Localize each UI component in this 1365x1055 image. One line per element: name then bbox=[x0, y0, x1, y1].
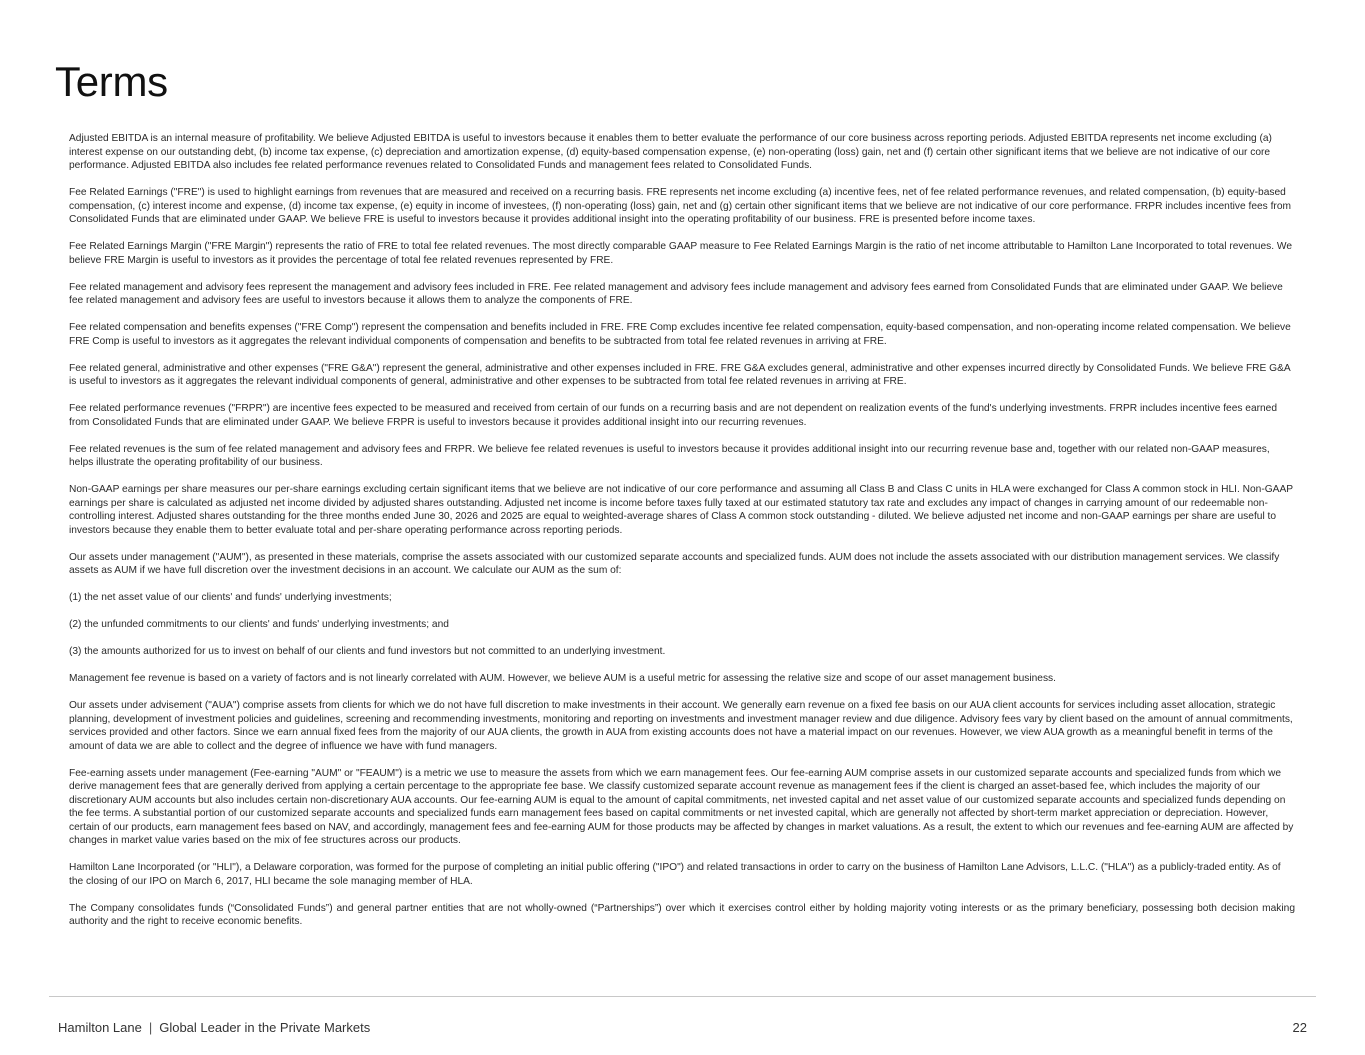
term-aum-item-2: (2) the unfunded commitments to our clients' and funds' underlying investments; and bbox=[69, 619, 449, 630]
terms-body bbox=[69, 132, 1295, 929]
term-fre-margin: Fee Related Earnings Margin ("FRE Margin") represents the ratio of FRE to total fee related revenues. The most directly comparable GAAP measure to Fee Related Earnings Margin is the ratio of net income attributable to Hamilton Lane Incorporated to total revenues. We believe FRE Margin is useful to investors as it provides the percentage of total fee related revenues represented by FRE. bbox=[69, 241, 1292, 266]
term-management-fee-revenue: Management fee revenue is based on a variety of factors and is not linearly correlated with AUM. However, we believe AUM is a useful metric for assessing the relative size and scope of our asset management business. bbox=[69, 673, 1056, 684]
footer-company: Hamilton Lane bbox=[58, 1020, 142, 1035]
term-fre-comp: Fee related compensation and benefits expenses ("FRE Comp") represent the compensation and benefits included in FRE. FRE Comp excludes incentive fee related compensation, equity-based compensation, and non-operating income related compensation. We believe FRE Comp is useful to investors as it aggregates the relevant individual components of compensation and benefits to be subtracted from total fee related revenues in arriving at FRE. bbox=[69, 322, 1291, 347]
term-adjusted-ebitda: Adjusted EBITDA is an internal measure of profitability. We believe Adjusted EBITDA is useful to investors because it enables them to better evaluate the performance of our core business across reporting periods. Adjusted EBITDA represents net income excluding (a) interest expense on our outstanding debt, (b) income tax expense, (c) depreciation and amortization expense, (d) equity-based compensation expense, (e) non-operating (loss) gain, net and (f) certain other significant items that we believe are not indicative of our core performance. Adjusted EBITDA also includes fee related performance revenues related to Consolidated Funds and management fees related to Consolidated Funds. bbox=[69, 133, 1272, 171]
term-consolidated-funds: The Company consolidates funds (“Consolidated Funds”) and general partner entities that are not wholly-owned (“Partnerships”) over which it exercises control either by holding majority voting interests or as the primary beneficiary, possessing both decision making authority and the right to receive economic benefits. bbox=[69, 902, 1295, 927]
term-fee-related-revenues: Fee related revenues is the sum of fee related management and advisory fees and FRPR. We believe fee related revenues is useful to investors because it provides additional insight into our recurring revenue base and, together with our related non-GAAP measures, helps illustrate the operating profitability of our business. bbox=[69, 443, 1270, 468]
term-aum-item-1: (1) the net asset value of our clients' and funds' underlying investments; bbox=[69, 592, 392, 603]
footer-brand bbox=[58, 1020, 370, 1036]
footer-separator: | bbox=[148, 1020, 153, 1035]
term-feaum: Fee-earning assets under management (Fee-earning "AUM" or "FEAUM") is a metric we use to measure the assets from which we earn management fees. Our fee-earning AUM comprise assets in our customized separate accounts and specialized funds from which we derive management fees that are generally derived from applying a certain percentage to the appropriate fee base. We classify customized separate account revenue as management fees if the client is charged an asset-based fee, which includes the majority of our discretionary AUM accounts but also includes certain non-discretionary AUA accounts. Our fee-earning AUM is equal to the amount of capital commitments, net invested capital and net asset value of our customized separate accounts and specialized funds depending on the fee terms. A substantial portion of our customized separate accounts and specialized funds earn management fees based on capital commitments or net invested capital, which are generally not affected by short-term market appreciation or depreciation. However, certain of our products, earn management fees based on NAV, and accordingly, management fees and fee-earning AUM for those products may be affected by changes in market valuations. As a result, the extent to which our revenues and fee-earning AUM are affected by changes in market value varies based on the mix of fee structures across our products. bbox=[69, 767, 1294, 846]
page-number: 22 bbox=[1292, 1020, 1307, 1035]
term-aum-item-3: (3) the amounts authorized for us to invest on behalf of our clients and fund investors but not committed to an underlying investment. bbox=[69, 646, 666, 657]
term-hli: Hamilton Lane Incorporated (or "HLI"), a Delaware corporation, was formed for the purpose of completing an initial public offering ("IPO") and related transactions in order to carry on the business of Hamilton Lane Advisors, L.L.C. ("HLA") as a publicly-traded entity. As of the closing of our IPO on March 6, 2017, HLI became the sole managing member of HLA. bbox=[69, 862, 1281, 887]
term-fre-ga: Fee related general, administrative and other expenses ("FRE G&A") represent the general, administrative and other expenses included in FRE. FRE G&A excludes general, administrative and other expenses incurred directly by Consolidated Funds. We believe FRE G&A is useful to investors as it aggregates the relevant individual components of general, administrative and other expenses to be subtracted from total fee related revenues in arriving at FRE. bbox=[69, 362, 1291, 387]
term-frpr: Fee related performance revenues ("FRPR") are incentive fees expected to be measured and received from certain of our funds on a recurring basis and are not dependent on realization events of the fund's underlying investments. FRPR includes incentive fees earned from Consolidated Funds that are eliminated under GAAP. We believe FRPR is useful to investors because it provides additional insight into our recurring revenues. bbox=[69, 403, 1278, 428]
page-title: Terms bbox=[55, 58, 168, 105]
term-aum: Our assets under management ("AUM"), as presented in these materials, comprise the assets associated with our customized separate accounts and specialized funds. AUM does not include the assets associated with our distribution management services. We classify assets as AUM if we have full discretion over the investment decisions in an account. We calculate our AUM as the sum of: bbox=[69, 551, 1280, 576]
term-fee-related-management-advisory-fees: Fee related management and advisory fees represent the management and advisory fees included in FRE. Fee related management and advisory fees include management and advisory fees earned from Consolidated Funds that are eliminated under GAAP. We believe fee related management and advisory fees are useful to investors because it allows them to analyze the components of FRE. bbox=[69, 281, 1283, 306]
footer-tagline: Global Leader in the Private Markets bbox=[159, 1020, 371, 1035]
term-fre: Fee Related Earnings ("FRE") is used to highlight earnings from revenues that are measured and received on a recurring basis. FRE represents net income excluding (a) incentive fees, net of fee related performance revenues, and related compensation, (b) equity-based compensation, (c) interest income and expense, (d) income tax expense, (e) equity in income of investees, (f) non-operating (loss) gain, net and (g) certain other significant items that we believe are not indicative of our core performance. FRPR includes incentive fees from Consolidated Funds that are eliminated under GAAP. We believe FRE is useful to investors because it provides additional insight into the operating profitability of our business. FRE is presented before income taxes. bbox=[69, 187, 1291, 225]
term-aua: Our assets under advisement ("AUA") comprise assets from clients for which we do not have full discretion to make investments in their account. We generally earn revenue on a fixed fee basis on our AUA client accounts for services including asset allocation, strategic planning, development of investment policies and guidelines, screening and recommending investments, monitoring and reporting on investments and investment manager review and due diligence. Advisory fees vary by client based on the amount of annual commitments, services provided and other factors. Since we earn annual fixed fees from the majority of our AUA clients, the growth in AUA from existing accounts does not have a material impact on our revenues. However, we view AUA growth as a meaningful benefit in terms of the amount of data we are able to collect and the degree of influence we have with fund managers. bbox=[69, 700, 1293, 752]
footer-divider bbox=[49, 996, 1316, 997]
term-non-gaap-eps: Non-GAAP earnings per share measures our per-share earnings excluding certain significant items that we believe are not indicative of our core performance and assuming all Class B and Class C units in HLA were exchanged for Class A common stock in HLI. Non-GAAP earnings per share is calculated as adjusted net income divided by adjusted shares outstanding. Adjusted net income is income before taxes fully taxed at our estimated statutory tax rate and excludes any impact of changes in carrying amount of our redeemable non-controlling interest. Adjusted shares outstanding for the three months ended June 30, 2026 and 2025 are equal to weighted-average shares of Class A common stock outstanding - diluted. We believe adjusted net income and non-GAAP earnings per share are useful to investors because they enable them to better evaluate total and per-share operating performance across reporting periods. bbox=[69, 484, 1293, 536]
